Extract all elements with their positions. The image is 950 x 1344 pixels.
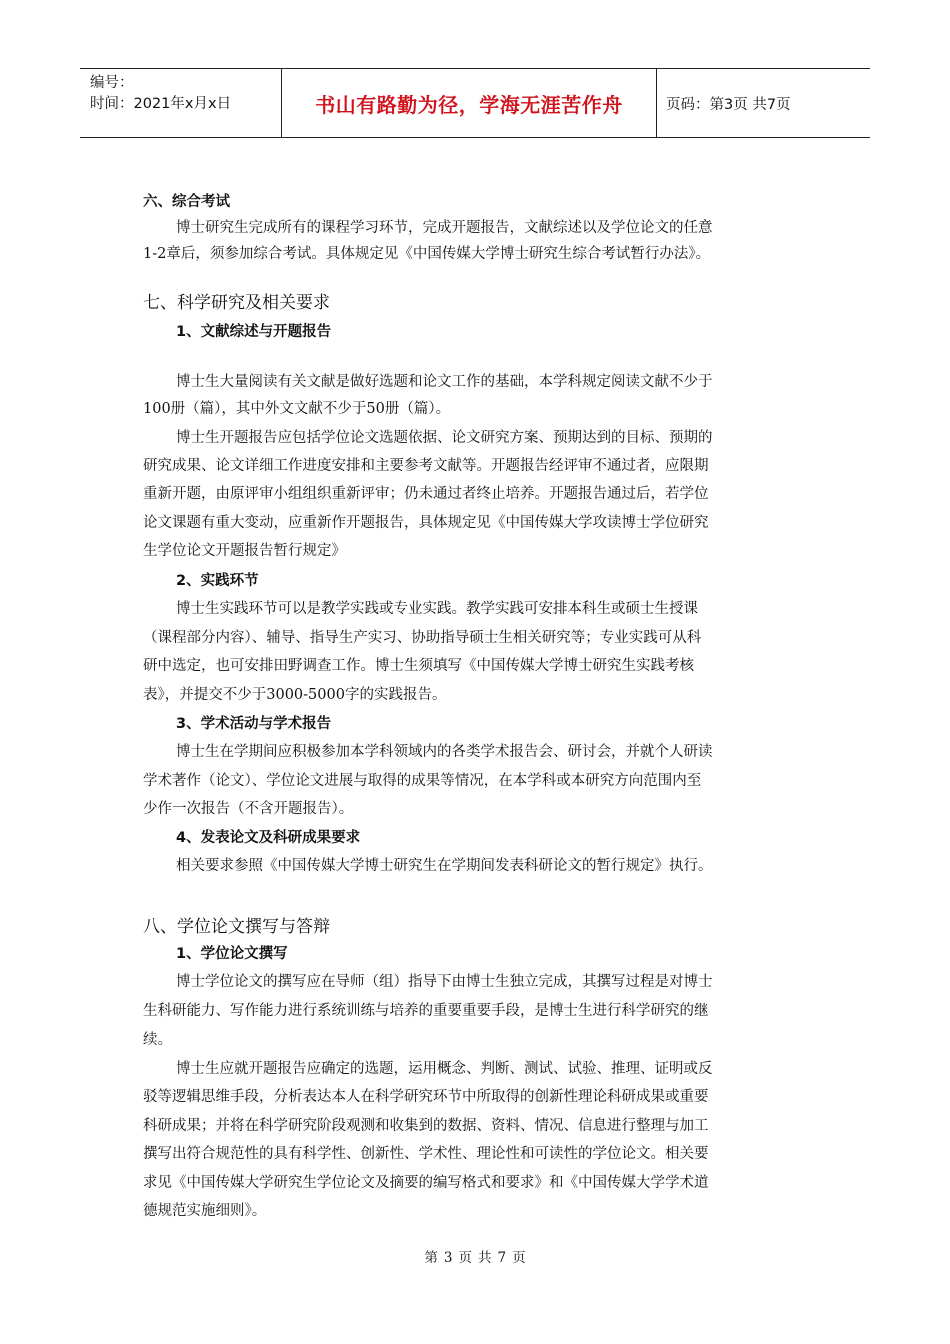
footer-ye: 页 xyxy=(458,1250,472,1266)
paragraph-line: 撰写出符合规范性的具有科学性、创新性、学术性、理论性和可读性的学位论文。相关要 xyxy=(143,1146,709,1162)
paragraph-line: 博士生实践环节可以是教学实践或专业实践。教学实践可安排本科生或硕士生授课 xyxy=(176,601,698,617)
paragraph-line: 研究成果、论文详细工作进度安排和主要参考文献等。开题报告经评审不通过者，应限期 xyxy=(143,458,709,474)
paragraph-line: 生科研能力、写作能力进行系统训练与培养的重要重要手段，是博士生进行科学研究的继 xyxy=(143,1003,709,1019)
section-heading-7: 七、科学研究及相关要求 xyxy=(143,293,330,313)
paragraph-line: 续。 xyxy=(143,1032,172,1048)
footer-gong: 共 xyxy=(478,1250,492,1266)
header-motto: 书山有路勤为径，学海无涯苦作舟 xyxy=(281,69,657,137)
paragraph-line: 博士学位论文的撰写应在导师（组）指导下由博士生独立完成，其撰写过程是对博士 xyxy=(176,974,713,990)
paragraph-line: 学术著作（论文）、学位论文进展与取得的成果等情况，在本学科或本研究方向范围内至 xyxy=(143,773,702,789)
paragraph-line: 驳等逻辑思维手段，分析表达本人在科学研究环节中所取得的创新性理论科研成果或重要 xyxy=(143,1089,709,1105)
footer-total-pages: 7 xyxy=(497,1250,507,1266)
header-page-number: 页码：第3页 共7页 xyxy=(666,96,791,113)
paragraph-line: 博士研究生完成所有的课程学习环节，完成开题报告，文献综述以及学位论文的任意 xyxy=(176,220,713,236)
paragraph-line: 重新开题，由原评审小组组织重新评审；仍未通过者终止培养。开题报告通过后，若学位 xyxy=(143,486,709,502)
footer-ye-2: 页 xyxy=(512,1250,526,1266)
doc-time-label: 时间：2021年x月x日 xyxy=(90,96,232,112)
paragraph-line: 科研成果；并将在科学研究阶段观测和收集到的数据、资料、情况、信息进行整理与加工 xyxy=(143,1118,709,1134)
paragraph-line: 100册（篇），其中外文文献不少于50册（篇）。 xyxy=(143,401,451,417)
paragraph-line: 博士生大量阅读有关文献是做好选题和论文工作的基础，本学科规定阅读文献不少于 xyxy=(176,374,713,390)
header-meta xyxy=(80,69,281,137)
subsection-heading: 1、学位论文撰写 xyxy=(176,946,288,962)
subsection-heading: 4、发表论文及科研成果要求 xyxy=(176,830,361,846)
paragraph-line: 博士生开题报告应包括学位论文选题依据、论文研究方案、预期达到的目标、预期的 xyxy=(176,430,713,446)
footer-page-number: 3 xyxy=(443,1250,453,1266)
page-footer xyxy=(0,1246,950,1266)
paragraph-line: 相关要求参照《中国传媒大学博士研究生在学期间发表科研论文的暂行规定》执行。 xyxy=(176,858,713,874)
paragraph-line: 博士生在学期间应积极参加本学科领域内的各类学术报告会、研讨会，并就个人研读 xyxy=(176,744,713,760)
footer-di: 第 xyxy=(424,1250,438,1266)
paragraph-line: 生学位论文开题报告暂行规定》 xyxy=(143,543,346,559)
section-heading-8: 八、学位论文撰写与答辩 xyxy=(143,917,330,937)
subsection-heading: 3、学术活动与学术报告 xyxy=(176,716,332,732)
paragraph-line: 德规范实施细则》。 xyxy=(143,1203,267,1219)
paragraph-line: 求见《中国传媒大学研究生学位论文及摘要的编写格式和要求》和《中国传媒大学学术道 xyxy=(143,1175,709,1191)
section-heading-6: 六、综合考试 xyxy=(143,194,230,210)
paragraph-line: 论文课题有重大变动，应重新作开题报告，具体规定见《中国传媒大学攻读博士学位研究 xyxy=(143,515,709,531)
paragraph-line: （课程部分内容）、辅导、指导生产实习、协助指导硕士生相关研究等；专业实践可从科 xyxy=(143,630,702,646)
paragraph-line: 博士生应就开题报告应确定的选题，运用概念、判断、测试、试验、推理、证明或反 xyxy=(176,1061,713,1077)
page-header xyxy=(80,68,870,138)
paragraph-line: 1-2章后，须参加综合考试。具体规定见《中国传媒大学博士研究生综合考试暂行办法》。 xyxy=(143,246,711,262)
subsection-heading: 2、实践环节 xyxy=(176,573,259,589)
paragraph-line: 研中选定，也可安排田野调查工作。博士生须填写《中国传媒大学博士研究生实践考核 xyxy=(143,658,694,674)
subsection-heading: 1、文献综述与开题报告 xyxy=(176,324,332,340)
doc-number-label: 编号： xyxy=(90,75,134,91)
paragraph-line: 少作一次报告（不含开题报告）。 xyxy=(143,801,354,817)
paragraph-line: 表》，并提交不少于3000-5000字的实践报告。 xyxy=(143,687,447,703)
